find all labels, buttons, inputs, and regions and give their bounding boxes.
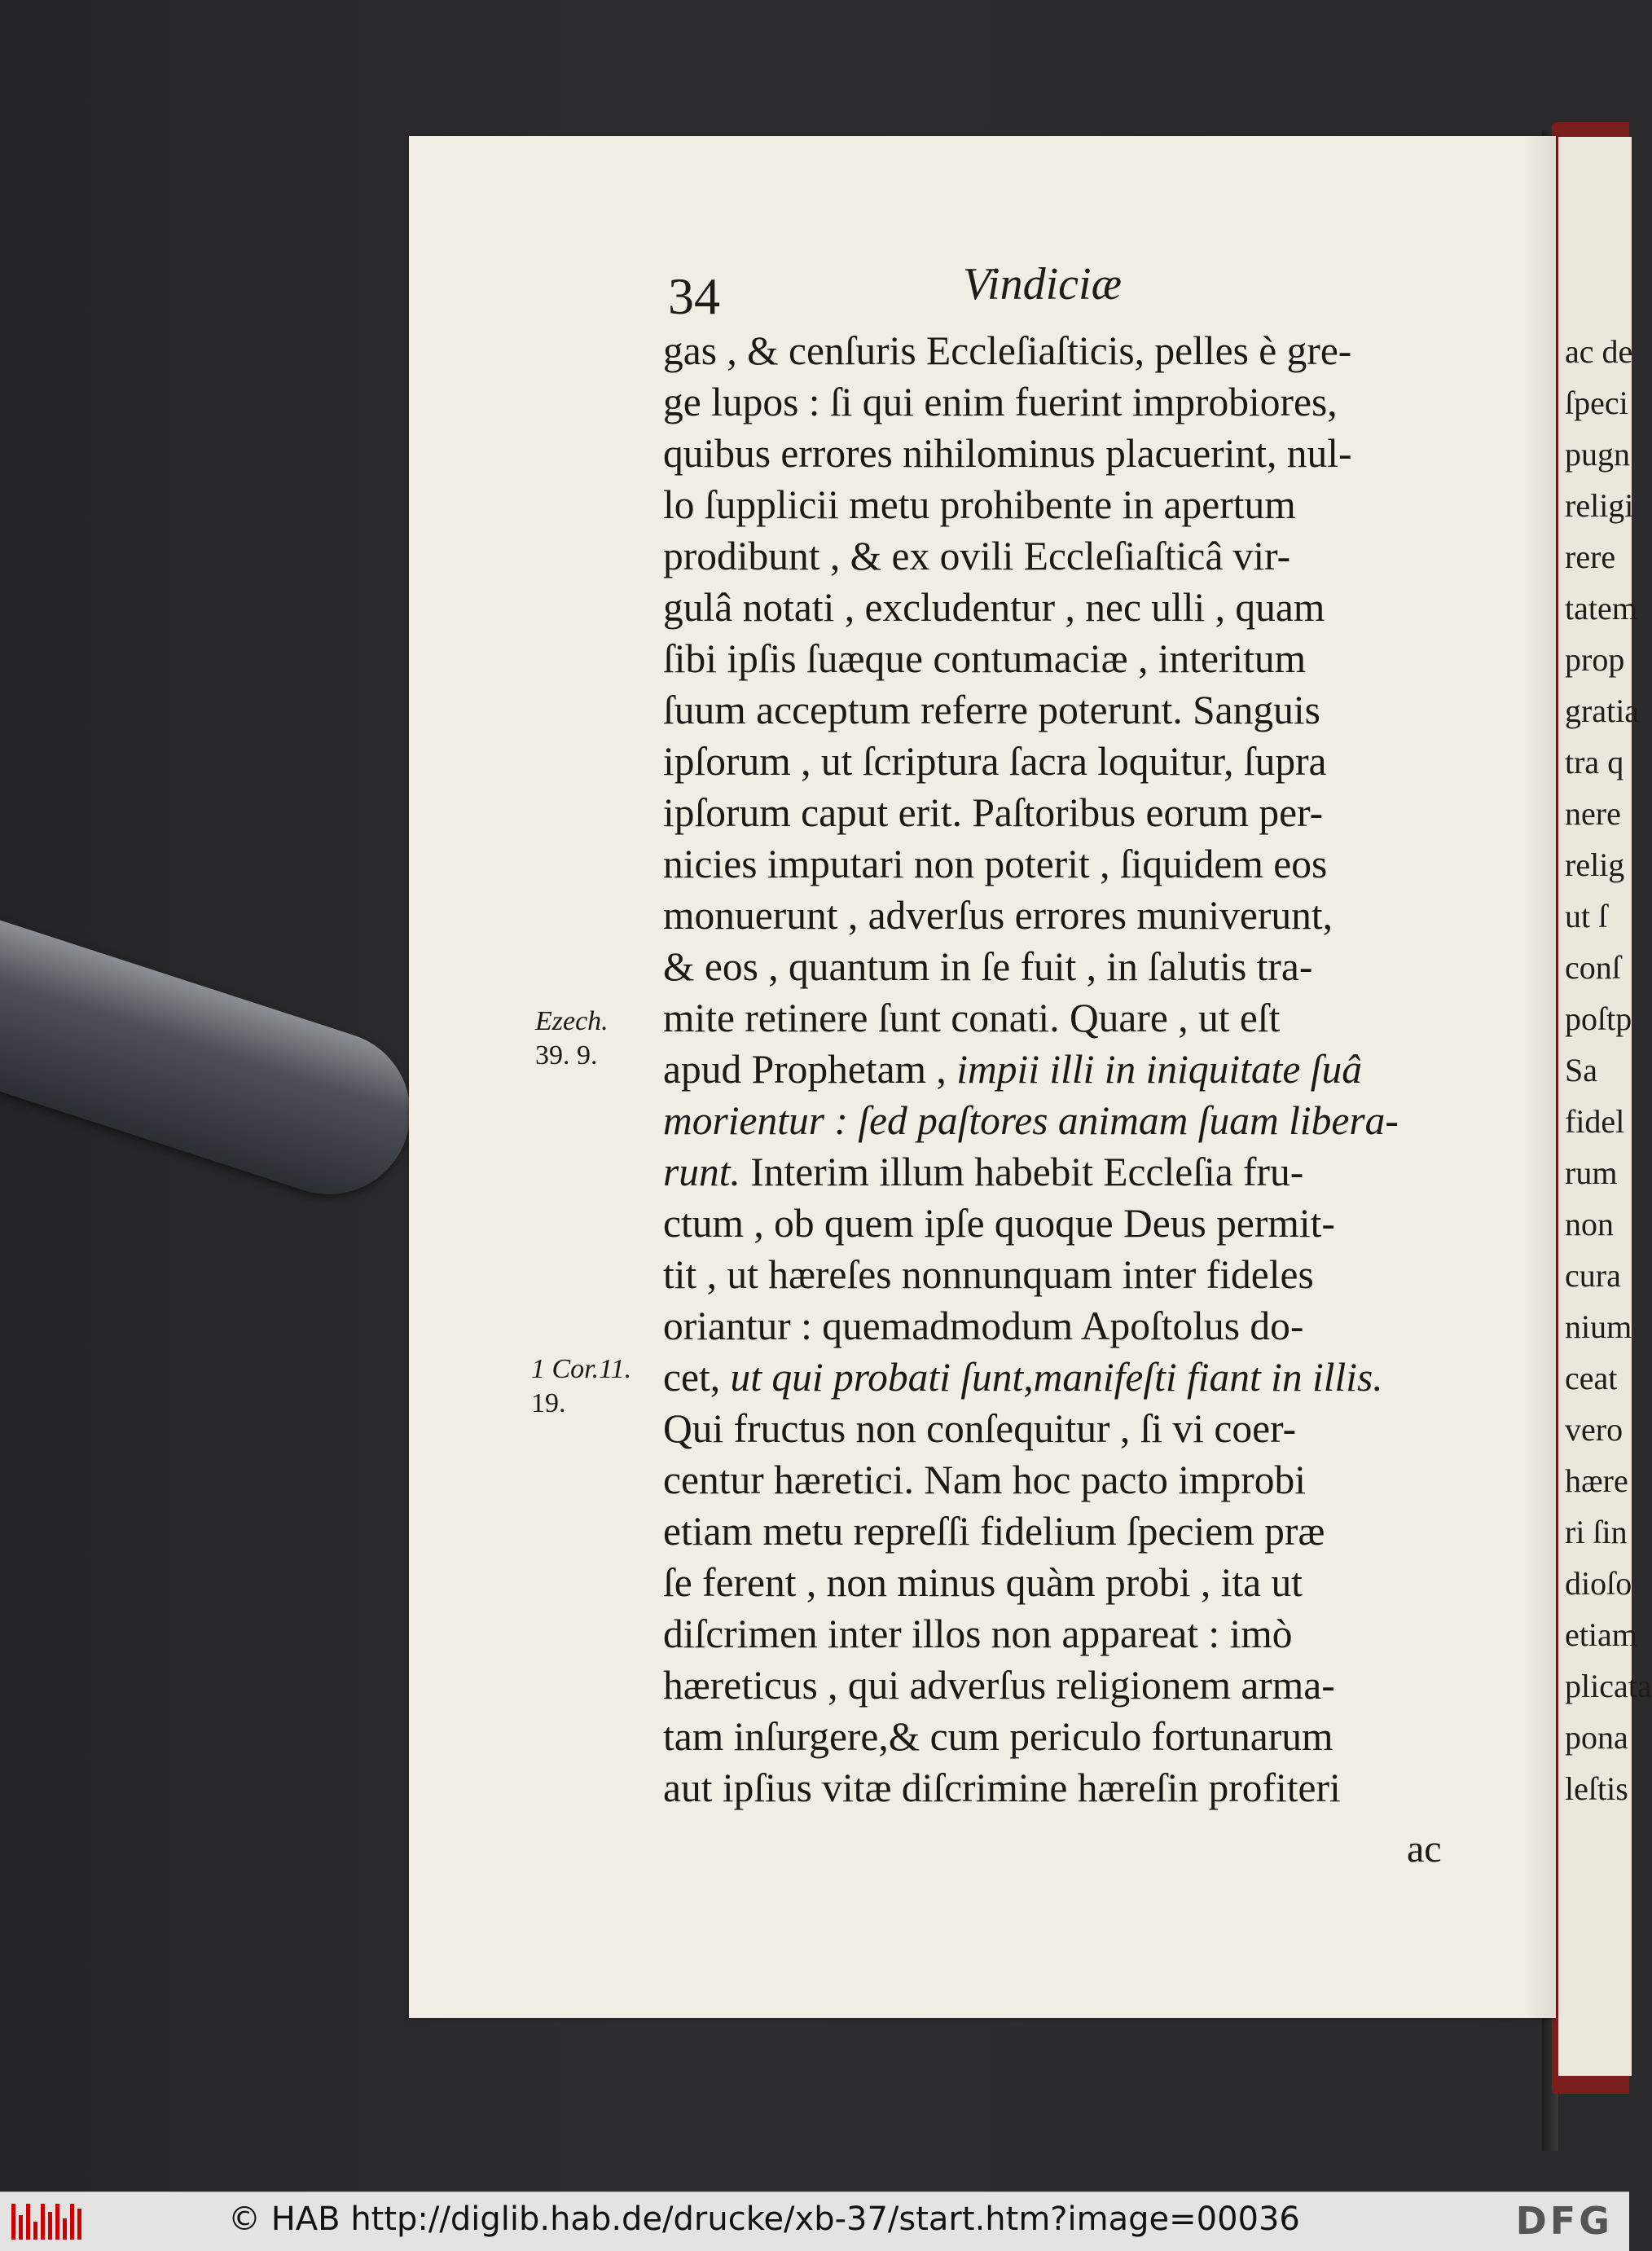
- next-page-fragment: etiam: [1565, 1616, 1637, 1653]
- text-line: [663, 1762, 1559, 1814]
- text-segment: lo ſupplicii metu prohibente in apertum: [663, 482, 1296, 527]
- text-line: [663, 530, 1559, 582]
- text-segment: oriantur : quemadmodum Apoſtolus do-: [663, 1304, 1304, 1348]
- text-line: [663, 890, 1559, 941]
- next-page-fragment: vero: [1565, 1411, 1623, 1448]
- next-page-fragment: Sa: [1565, 1052, 1597, 1088]
- text-segment: nicies imputari non poterit , ſiquidem eos: [663, 842, 1328, 886]
- margin-note-line: 39. 9.: [535, 1040, 598, 1071]
- next-page-fragment: ut ſ: [1565, 898, 1608, 934]
- text-segment: hæreticus , qui adverſus religionem arma-: [663, 1663, 1335, 1708]
- text-segment: morientur : ſed paſtores animam ſuam libera-: [663, 1098, 1399, 1143]
- text-segment: centur hæretici. Nam hoc pacto improbi: [663, 1457, 1307, 1502]
- text-line: [663, 838, 1559, 890]
- margin-note-line: 19.: [531, 1388, 566, 1418]
- next-page-fragment: rum: [1565, 1154, 1618, 1191]
- next-page-fragment: relig: [1565, 846, 1625, 883]
- text-segment: gas , & cenſuris Eccleſiaſticis, pelles è gre-: [663, 328, 1352, 373]
- text-segment: ge lupos : ſi qui enim fuerint improbiores,: [663, 380, 1338, 424]
- text-segment: ctum , ob quem ipſe quoque Deus permit-: [663, 1201, 1335, 1246]
- text-segment: mite retinere ſunt conati. Quare , ut eſt: [663, 996, 1281, 1040]
- book-page: [409, 136, 1556, 2018]
- text-segment: ſuum acceptum referre poterunt. Sanguis: [663, 688, 1320, 732]
- next-page-fragment: cura: [1565, 1257, 1621, 1294]
- margin-note-line: Ezech.: [535, 1006, 609, 1036]
- text-segment: ſe ferent , non minus quàm probi , ita ut: [663, 1560, 1303, 1605]
- next-page-fragment: dioſo: [1565, 1565, 1632, 1602]
- margin-note-corinthians: [531, 1352, 631, 1421]
- text-segment: etiam metu repreſſi fidelium ſpeciem præ: [663, 1509, 1325, 1554]
- text-line: [663, 1506, 1559, 1557]
- next-page-fragment: ac de: [1565, 333, 1633, 370]
- text-line: [663, 1711, 1559, 1762]
- text-line: [663, 1608, 1559, 1660]
- text-segment: aut ipſius vitæ diſcrimine hæreſin profiteri: [663, 1765, 1341, 1810]
- text-line: [663, 1044, 1559, 1095]
- footer-bar: [0, 2192, 1629, 2251]
- dfg-logo: DFG: [1515, 2199, 1613, 2243]
- text-segment: Qui fructus non conſequitur , ſi vi coer-: [663, 1406, 1297, 1451]
- text-line: [663, 941, 1559, 992]
- text-segment: tit , ut hæreſes nonnunquam inter fideles: [663, 1252, 1314, 1297]
- copyright-link[interactable]: © HAB http://diglib.hab.de/drucke/xb-37/start.htm?image=00036: [228, 2200, 1300, 2238]
- text-segment: cet,: [663, 1355, 731, 1400]
- text-line: [663, 1557, 1559, 1608]
- bookmark-blade: [0, 904, 432, 1216]
- next-page-fragment: ceat: [1565, 1360, 1618, 1396]
- text-line: [663, 1146, 1559, 1198]
- text-segment: prodibunt , & ex ovili Eccleſiaſticâ vir-: [663, 534, 1291, 578]
- text-segment: & eos , quantum in ſe fuit , in ſalutis tra-: [663, 944, 1313, 989]
- text-line: [663, 1198, 1559, 1249]
- text-line: [663, 1352, 1559, 1403]
- text-line: [663, 787, 1559, 838]
- text-line: [663, 325, 1559, 376]
- text-line: [663, 479, 1559, 530]
- text-line: [663, 1249, 1559, 1300]
- margin-note-ezech: [535, 1005, 609, 1073]
- next-page-fragment: leſtis: [1565, 1770, 1628, 1807]
- text-segment: ut qui probati ſunt,manifeſti fiant in illis.: [730, 1355, 1383, 1400]
- next-page-fragment: conſ: [1565, 949, 1621, 986]
- text-segment: gulâ notati , excludentur , nec ulli , quam: [663, 585, 1325, 630]
- text-line: [663, 992, 1559, 1044]
- text-segment: runt.: [663, 1150, 740, 1194]
- text-line: [663, 736, 1559, 787]
- catchword: ac: [1407, 1827, 1442, 1871]
- text-segment: apud Prophetam ,: [663, 1047, 957, 1092]
- next-page-fragment: fidel: [1565, 1103, 1625, 1140]
- running-head: Vindiciæ: [963, 259, 1122, 310]
- text-segment: ſibi ipſis ſuæque contumaciæ , interitum: [663, 636, 1307, 681]
- next-page-fragment: plicata: [1565, 1668, 1652, 1704]
- next-page-fragment: ſpeci: [1565, 385, 1628, 421]
- page-number: 34: [668, 267, 720, 325]
- next-page-fragment: non: [1565, 1206, 1614, 1242]
- text-segment: diſcrimen inter illos non appareat : imò: [663, 1611, 1293, 1656]
- text-line: [663, 428, 1559, 479]
- text-segment: monuerunt , adverſus errores muniverunt,: [663, 893, 1333, 938]
- next-page-fragment: nium: [1565, 1308, 1632, 1345]
- text-line: [663, 376, 1559, 428]
- text-line: [663, 1403, 1559, 1454]
- page-text: [663, 325, 1559, 1814]
- text-segment: quibus errores nihilominus placuerint, nul-: [663, 431, 1352, 476]
- text-segment: ipſorum caput erit. Paſtoribus eorum per-: [663, 790, 1324, 835]
- text-line: [663, 1095, 1559, 1146]
- next-page-fragment: ri ſin: [1565, 1514, 1628, 1550]
- text-segment: ipſorum , ut ſcriptura ſacra loquitur, ſupra: [663, 739, 1327, 784]
- next-page-fragment: nere: [1565, 795, 1621, 832]
- next-page-fragment: rere: [1565, 539, 1616, 575]
- text-line: [663, 633, 1559, 684]
- margin-note-line: 1 Cor.11.: [531, 1354, 632, 1384]
- text-segment: impii illi in iniquitate ſuâ: [956, 1047, 1362, 1092]
- next-page-fragment: hære: [1565, 1462, 1628, 1499]
- text-line: [663, 1454, 1559, 1506]
- next-page-fragment: prop: [1565, 641, 1625, 678]
- next-page-fragment: tatem: [1565, 590, 1637, 626]
- hab-barcode-icon: [11, 2204, 81, 2240]
- next-page-fragment: pugn: [1565, 436, 1630, 473]
- next-page-fragment: pona: [1565, 1719, 1628, 1756]
- text-line: [663, 684, 1559, 736]
- text-segment: tam inſurgere,& cum periculo fortunarum: [663, 1714, 1333, 1759]
- text-segment: Interim illum habebit Eccleſia fru-: [740, 1150, 1304, 1194]
- next-page-fragment: poſtp: [1565, 1000, 1632, 1037]
- next-page-fragment: tra q: [1565, 744, 1624, 780]
- text-line: [663, 582, 1559, 633]
- next-page-edge: [1558, 137, 1652, 2076]
- next-page-fragment: religi: [1565, 487, 1634, 524]
- text-line: [663, 1660, 1559, 1711]
- next-page-fragment: gratia: [1565, 692, 1640, 729]
- text-line: [663, 1300, 1559, 1352]
